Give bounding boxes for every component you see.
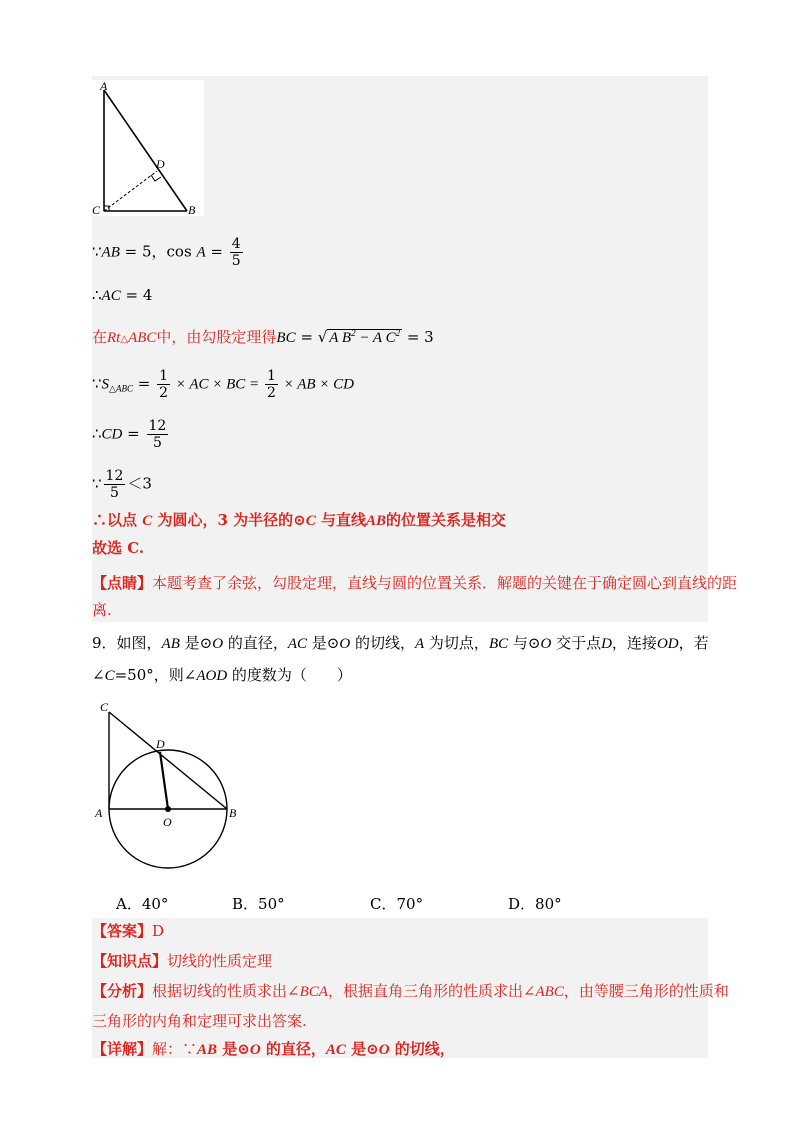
knowledge-line: 【知识点】切线的性质定理: [92, 952, 273, 970]
fig2-label-o: O: [163, 815, 172, 829]
fig2-label-b: B: [229, 806, 237, 820]
remark-line: 【点睛】本题考查了余弦，勾股定理，直线与圆的位置关系．解题的关键在于确定圆心到直线的距: [92, 574, 738, 592]
solution-line-3: 在Rt△ABC中，由勾股定理得BC = √ A $B^2 - A$ $C^2 = 3$: [92, 328, 434, 346]
question-9-line-1: 9．如图，AB 是⊙O 的直径，AC 是⊙O 的切线，A 为切点，BC 与⊙O 交于点D，连接OD，若: [92, 634, 709, 652]
solution-line-1: ∵AB = 5，cos A = $\frac{4}{5}$: [92, 236, 241, 269]
option-b: B．50°: [232, 895, 285, 913]
option-d: D．80°: [508, 895, 562, 913]
option-a: A．40°: [116, 895, 169, 913]
analysis-line-1: 【分析】根据切线的性质求出∠BCA，根据直角三角形的性质求出∠ABC，由等腰三角形的性质和: [92, 982, 729, 1000]
remark-line-2: 离.: [92, 601, 112, 619]
solution-line-2: ∴AC = 4: [92, 286, 153, 304]
fig1-label-d: D: [156, 157, 165, 171]
analysis-line-2: 三角形的内角和定理可求出答案.: [92, 1012, 307, 1030]
question-9-line-2: ∠C=50°，则∠AOD 的度数为（ ）: [92, 666, 352, 684]
solution-line-7: ∴以点 C 为圆心，3 为半径的⊙C 与直线AB的位置关系是相交: [92, 511, 506, 529]
fig2-label-c: C: [100, 700, 109, 714]
solution-line-8: 故选 C.: [92, 539, 145, 557]
detail-line: 【详解】解：∵AB 是⊙O 的直径，AC 是⊙O 的切线，: [92, 1040, 455, 1058]
fig1-label-b: B: [188, 203, 196, 216]
fig1-label-c: C: [92, 203, 101, 216]
fig2-label-d: D: [156, 737, 165, 751]
fig1-label-a: A: [100, 80, 108, 93]
triangle-figure: [92, 80, 204, 216]
solution-line-4: $\because S_{\triangle ABC}$ = $\frac{1}{2}$ × AC × BC = $\frac{1}{2}$ × AB × CD: [92, 368, 354, 401]
solution-line-6: ∵ $\frac{12}{5}$ ＜3: [92, 468, 152, 501]
fig2-label-a: A: [95, 806, 103, 820]
circle-figure: [92, 700, 242, 872]
solution-line-5: ∴CD = $\frac{12}{5}$: [92, 418, 167, 451]
option-c: C．70°: [370, 895, 424, 913]
answer-line: 【答案】D: [92, 922, 165, 940]
